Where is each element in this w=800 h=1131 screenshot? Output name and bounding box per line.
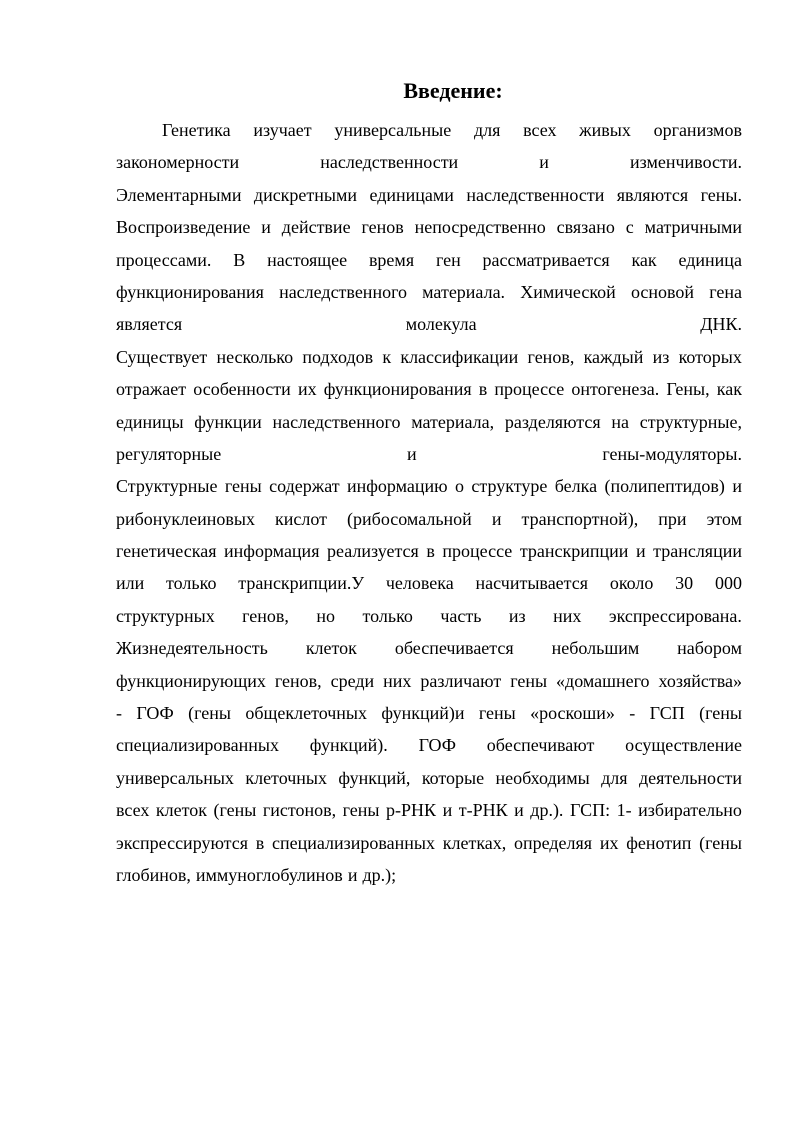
word: транскрипции (519, 541, 629, 562)
word: этом (706, 508, 742, 529)
word: Структурные (116, 476, 218, 497)
word: (гены (213, 800, 257, 821)
word: разделяются (504, 411, 601, 432)
word: функций, (338, 767, 411, 788)
word: «роскоши» (530, 703, 615, 724)
word: гистонов, (262, 800, 337, 821)
word: процессе (494, 379, 565, 400)
word: структуре (471, 476, 548, 497)
word: структурные, (639, 411, 742, 432)
word: классификации (400, 346, 519, 367)
body-text (116, 114, 742, 891)
word: обеспечивают (486, 735, 595, 756)
word: функционирования (116, 281, 264, 302)
word: из (508, 605, 526, 626)
word: ГОФ (136, 703, 174, 724)
word: генов, (527, 346, 575, 367)
text-line (116, 373, 742, 405)
word: человека (385, 573, 454, 594)
word: материала. (422, 281, 506, 302)
word: и (406, 443, 417, 464)
word: «домашнего (556, 670, 650, 691)
word: универсальные (334, 120, 452, 140)
word: которых (678, 346, 742, 367)
word: как (631, 249, 657, 270)
word: небольшим (551, 638, 640, 659)
word: и (635, 541, 646, 562)
word: являются (616, 184, 689, 205)
word: 30 (675, 573, 694, 594)
word: наследственного (279, 281, 408, 302)
word: Элементарными (116, 184, 242, 205)
word: - (116, 703, 122, 724)
word: рассматривается (482, 249, 610, 270)
word: гены (342, 800, 380, 821)
word: ГОФ (418, 735, 456, 756)
word: их (297, 379, 317, 400)
text-line (116, 470, 742, 502)
word: закономерности (116, 152, 240, 173)
word: Генетика (162, 120, 231, 140)
word: Существует (116, 346, 208, 367)
text-line (116, 406, 742, 438)
word: только (362, 605, 413, 626)
text-line (116, 211, 742, 243)
word: клеток (305, 638, 357, 659)
word: др.); (362, 864, 397, 885)
word: к (382, 346, 392, 367)
word: различают (420, 670, 502, 691)
word: единицами (369, 184, 454, 205)
word: хозяйства» (658, 670, 742, 691)
word: общеклеточных (245, 703, 368, 724)
word: - (629, 703, 636, 724)
word: наследственности (466, 184, 605, 205)
word: наследственности (320, 152, 459, 173)
word: генов, (242, 605, 289, 626)
word: действие (281, 217, 351, 238)
word: о (455, 476, 465, 497)
word: молекула (405, 314, 477, 335)
word: ГСП: (569, 800, 611, 821)
word: часть (440, 605, 482, 626)
word: (рибосомальной (347, 508, 472, 529)
word: р-РНК (386, 800, 437, 821)
word: клетках, (442, 832, 507, 853)
text-line (116, 859, 742, 891)
word: экспрессирована. (608, 605, 742, 626)
text-line (116, 341, 742, 373)
word: и (514, 800, 524, 821)
word: в (255, 832, 265, 853)
word: избирательно (638, 800, 742, 821)
word: (гены (699, 703, 742, 724)
word: организмов (653, 120, 742, 140)
word: или (116, 573, 145, 594)
word: непосредственно (414, 217, 546, 238)
word: процессами. (116, 249, 212, 270)
word: Воспроизведение (116, 217, 251, 238)
word: и (347, 864, 358, 885)
word: экспрессируются (116, 832, 249, 853)
word: настоящее (267, 249, 348, 270)
word: и (261, 217, 271, 238)
word: обеспечивается (394, 638, 514, 659)
text-line (116, 179, 742, 211)
text-line (116, 308, 742, 340)
word: каждый (583, 346, 644, 367)
word: особенности (193, 379, 291, 400)
word: транскрипции.У (238, 573, 365, 594)
word: из (652, 346, 670, 367)
word: т-РНК (458, 800, 508, 821)
word: функций)и (381, 703, 465, 724)
word: около (609, 573, 654, 594)
text-line (116, 114, 742, 146)
text-line (116, 244, 742, 276)
word: среди (330, 670, 375, 691)
word: изменчивости. (630, 152, 742, 173)
word: В (233, 249, 246, 270)
word: гены (224, 476, 262, 497)
word: Жизнедеятельность (116, 638, 268, 659)
word: рибонуклеиновых (116, 508, 255, 529)
word: иммуноглобулинов (195, 864, 343, 885)
word: гены (510, 670, 548, 691)
word: Химической (520, 281, 616, 302)
word: них (553, 605, 582, 626)
word: гены. (700, 184, 742, 205)
text-line (116, 567, 742, 599)
word: универсальных (116, 767, 234, 788)
word: в (426, 541, 435, 562)
word: время (368, 249, 415, 270)
page-title: Введение: (403, 78, 503, 103)
word: них (383, 670, 412, 691)
word: ген (435, 249, 461, 270)
word: специализированных (116, 735, 279, 756)
word: насчитывается (475, 573, 589, 594)
word: при (658, 508, 687, 529)
word: для (473, 120, 501, 140)
word: наследственного (272, 411, 401, 432)
word: но (316, 605, 336, 626)
word: гены-модуляторы. (602, 443, 742, 464)
text-line (116, 503, 742, 535)
text-line (116, 729, 742, 761)
text-line (116, 438, 742, 470)
word: и (491, 508, 502, 529)
word: основой (630, 281, 695, 302)
word: связано (556, 217, 615, 238)
word: которые (421, 767, 485, 788)
word: белка (554, 476, 598, 497)
word: гены (478, 703, 516, 724)
word: всех (523, 120, 557, 140)
word: набором (677, 638, 742, 659)
word: (полипептидов) (604, 476, 725, 497)
word: деятельности (638, 767, 742, 788)
word: функций). (309, 735, 388, 756)
word: изучает (253, 120, 312, 140)
text-line (116, 535, 742, 567)
word: клеточных (245, 767, 328, 788)
word: всех (116, 800, 150, 821)
word: живых (579, 120, 631, 140)
word: кислот (275, 508, 328, 529)
word: трансляции (653, 541, 742, 562)
word: на (611, 411, 630, 432)
text-line (116, 794, 742, 826)
word: для (601, 767, 628, 788)
word: осуществление (625, 735, 742, 756)
word: в (478, 379, 488, 400)
word: клеток (155, 800, 207, 821)
word: и (539, 152, 549, 173)
text-line (116, 600, 742, 632)
word: реализуется (327, 541, 419, 562)
word: (гены (188, 703, 231, 724)
word: специализированных (272, 832, 435, 853)
word: онтогенеза. (571, 379, 660, 400)
word: информацию (346, 476, 448, 497)
word: является (116, 314, 183, 335)
text-line (116, 146, 742, 178)
word: определяя (514, 832, 593, 853)
text-line (116, 276, 742, 308)
text-line (116, 665, 742, 697)
word: гена (709, 281, 742, 302)
word: как (716, 379, 742, 400)
word: генетическая (116, 541, 217, 562)
word: др.). (530, 800, 564, 821)
word: их (599, 832, 619, 853)
word: единица (678, 249, 742, 270)
word: несколько (216, 346, 294, 367)
word: материала, (411, 411, 495, 432)
word: глобинов, (116, 864, 191, 885)
word: ДНК. (700, 314, 742, 335)
word: дискретными (253, 184, 358, 205)
word: структурных (116, 605, 215, 626)
word: матричными (644, 217, 742, 238)
word: только (166, 573, 217, 594)
word: 1- (616, 800, 632, 821)
text-line (116, 827, 742, 859)
word: ГСП (649, 703, 685, 724)
word: с (625, 217, 634, 238)
text-line (116, 762, 742, 794)
word: необходимы (495, 767, 590, 788)
word: (гены (699, 832, 742, 853)
word: функции (194, 411, 262, 432)
word: Гены, (666, 379, 710, 400)
text-line (116, 697, 742, 729)
word: отражает (116, 379, 187, 400)
word: регуляторные (116, 443, 222, 464)
word: функционирующих (116, 670, 266, 691)
word: и (442, 800, 453, 821)
word: фенотип (626, 832, 692, 853)
word: генов, (274, 670, 322, 691)
text-line (116, 632, 742, 664)
word: единицы (116, 411, 184, 432)
word: информация (224, 541, 320, 562)
word: транспортной), (521, 508, 639, 529)
word: содержат (269, 476, 340, 497)
word: 000 (714, 573, 742, 594)
word: функционирования (323, 379, 472, 400)
word: подходов (302, 346, 374, 367)
word: генов (361, 217, 404, 238)
word: и (732, 476, 742, 497)
word: процессе (442, 541, 513, 562)
